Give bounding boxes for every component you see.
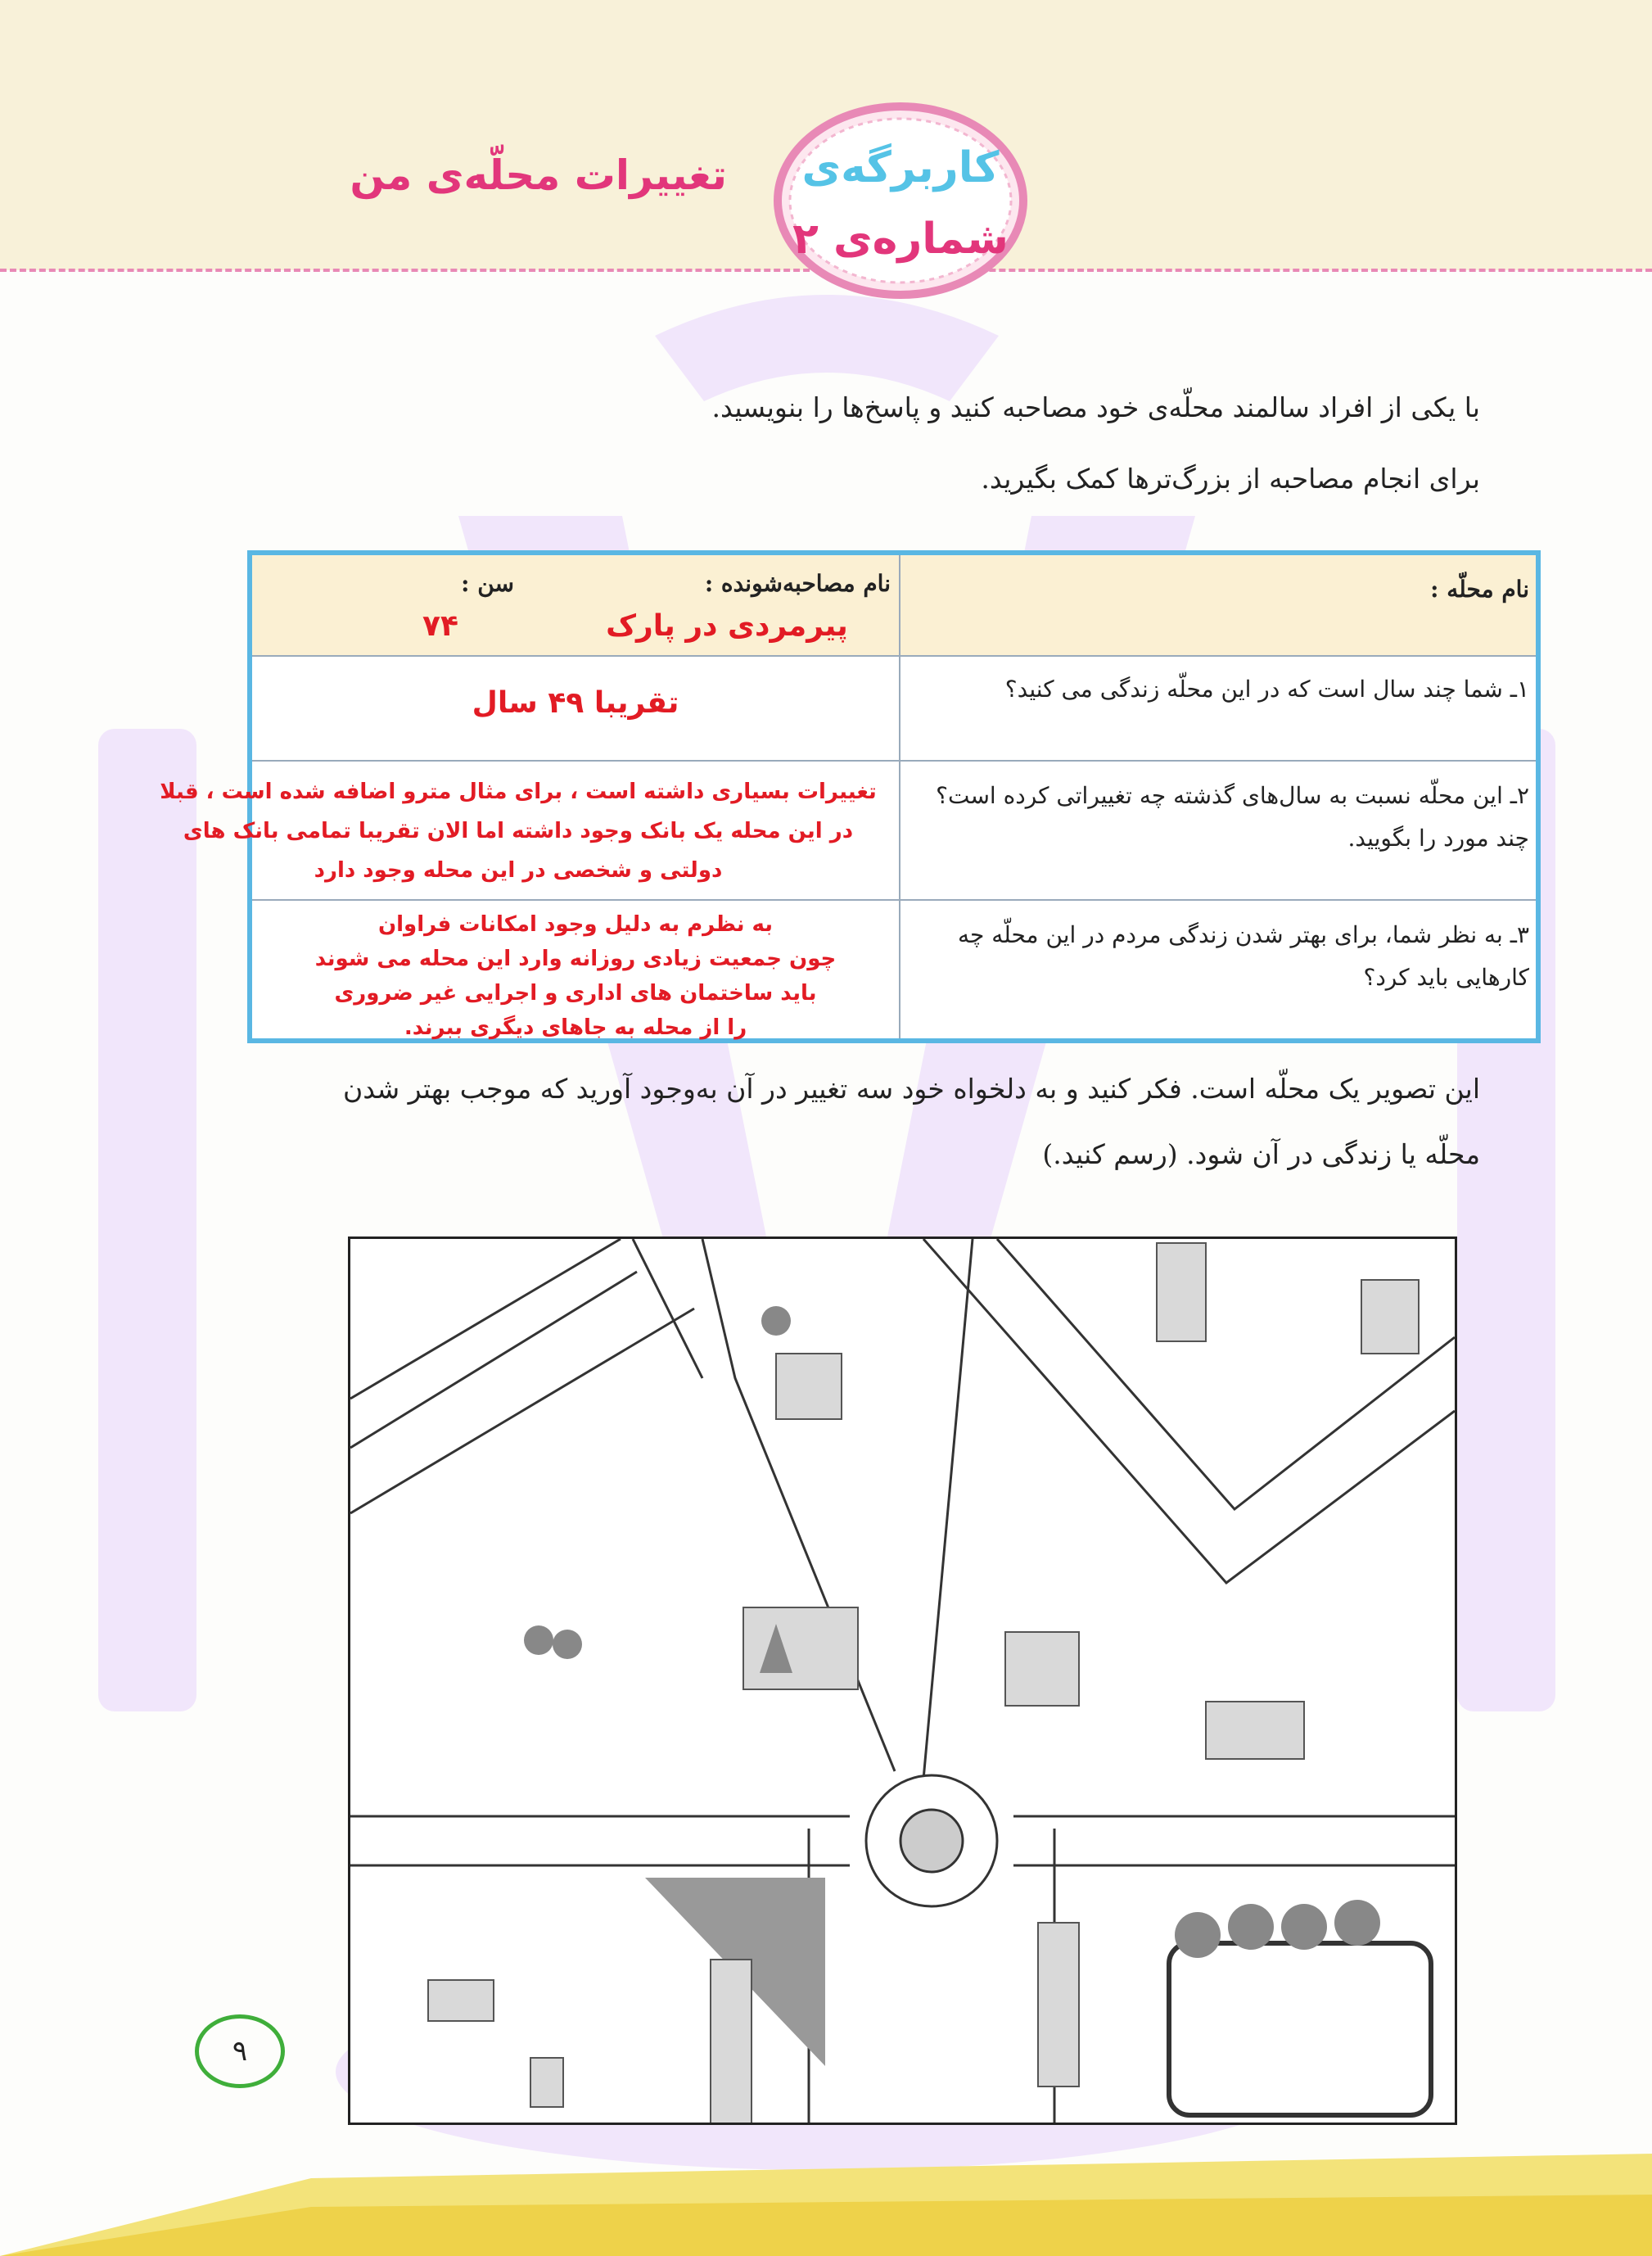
badge-worksheet-label: کاربرگه‌ی	[801, 143, 1000, 192]
question-2-line-1: ۲ـ این محلّه نسبت به سال‌های گذشته چه تغییراتی کرده است؟	[936, 782, 1529, 809]
page-number: ۹	[195, 2014, 285, 2088]
answer-3-line-4: را از محله به جاهای دیگری ببرند.	[404, 1015, 747, 1040]
instruction-line-1: با یکی از افراد سالمند محلّه‌ی خود مصاحبه کنید و پاسخ‌ها را بنویسید.	[711, 391, 1480, 423]
map-instruction-line-1: این تصویر یک محلّه است. فکر کنید و به دلخواه خود سه تغییر در آن به‌وجود آورید که موجب بهتر شدن	[342, 1073, 1480, 1105]
interviewee-answer: پیرمردی در پارک	[606, 609, 848, 643]
answer-2-line-3: دولتی و شخصی در این محله وجود دارد	[314, 858, 723, 883]
neighborhood-map	[348, 1237, 1457, 2125]
footer-decoration	[0, 2129, 1652, 2256]
badge-number-label: شماره‌ی ۲	[792, 215, 1009, 264]
interview-table	[160, 550, 1541, 1043]
neighborhood-label: نام محلّه :	[1430, 576, 1529, 603]
question-2-line-2: چند مورد را بگویید.	[1347, 825, 1529, 852]
question-3-line-1: ۳ـ به نظر شما، برای بهتر شدن زندگی مردم در این محلّه چه	[957, 921, 1529, 948]
badge-circle	[770, 98, 1031, 303]
question-1: ۱ـ شما چند سال است که در این محلّه زندگی می کنید؟	[1004, 676, 1529, 703]
age-answer: ۷۴	[422, 609, 458, 643]
page-title: تغییرات محلّه‌ی من	[350, 151, 727, 199]
answer-2-line-1: تغییرات بسیاری داشته است ، برای مثال مترو اضافه شده است ، قبلا	[160, 780, 877, 804]
instruction-line-2: برای انجام مصاحبه از بزرگ‌ترها کمک بگیرید.	[981, 463, 1480, 495]
answer-3-line-3: باید ساختمان های اداری و اجرایی غیر ضروری	[334, 981, 817, 1006]
map-drawing	[350, 1239, 1455, 2123]
answer-3-line-1: به نظرم به دلیل وجود امکانات فراوان	[377, 912, 774, 937]
question-3-line-2: کارهایی باید کرد؟	[1363, 964, 1529, 991]
map-instruction-line-2: محلّه یا زندگی در آن شود. (رسم کنید.)	[1042, 1138, 1480, 1170]
answer-3-line-2: چون جمعیت زیادی روزانه وارد این محله می شوند	[314, 947, 837, 971]
interviewee-label: نام مصاحبه‌شونده :	[704, 570, 891, 597]
answer-1: تقریبا ۴۹ سال	[472, 686, 679, 720]
answer-2-line-2: در این محله یک بانک وجود داشته اما الان تقریبا تمامی بانک های	[183, 819, 854, 843]
age-label: سن :	[461, 570, 514, 597]
